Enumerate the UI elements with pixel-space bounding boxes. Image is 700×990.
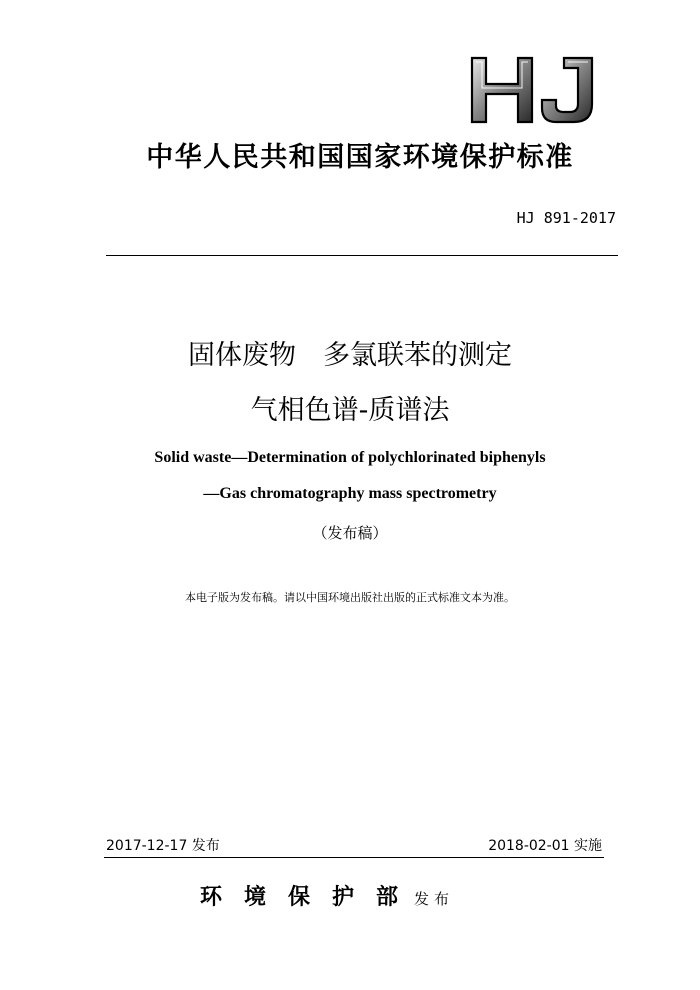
issuer-name: 环境保护部: [200, 884, 421, 910]
draft-label: （发布稿）: [312, 524, 388, 542]
electronic-version-notice: 本电子版为发布稿。请以中国环境出版社出版的正式标准文本为准。: [185, 591, 515, 604]
title-chinese-line1: 固体废物 多氯联苯的测定: [188, 340, 512, 371]
footer-divider: [104, 857, 604, 858]
issuer-suffix: 发布: [414, 890, 455, 908]
issuer: [200, 880, 454, 910]
agency-title: 中华人民共和国国家环境保护标准: [146, 142, 574, 173]
standard-number: HJ 891-2017: [516, 209, 616, 227]
implementation-date: 2018-02-01 实施: [488, 838, 602, 854]
title-chinese-line2: 气相色谱-质谱法: [250, 395, 450, 426]
title-english-line1: Solid waste—Determination of polychlorinated biphenyls: [154, 449, 546, 466]
issue-date: 2017-12-17 发布: [106, 838, 220, 854]
header-divider: [106, 255, 618, 256]
hj-logo: [468, 52, 600, 128]
title-english-line2: —Gas chromatography mass spectrometry: [203, 485, 497, 502]
